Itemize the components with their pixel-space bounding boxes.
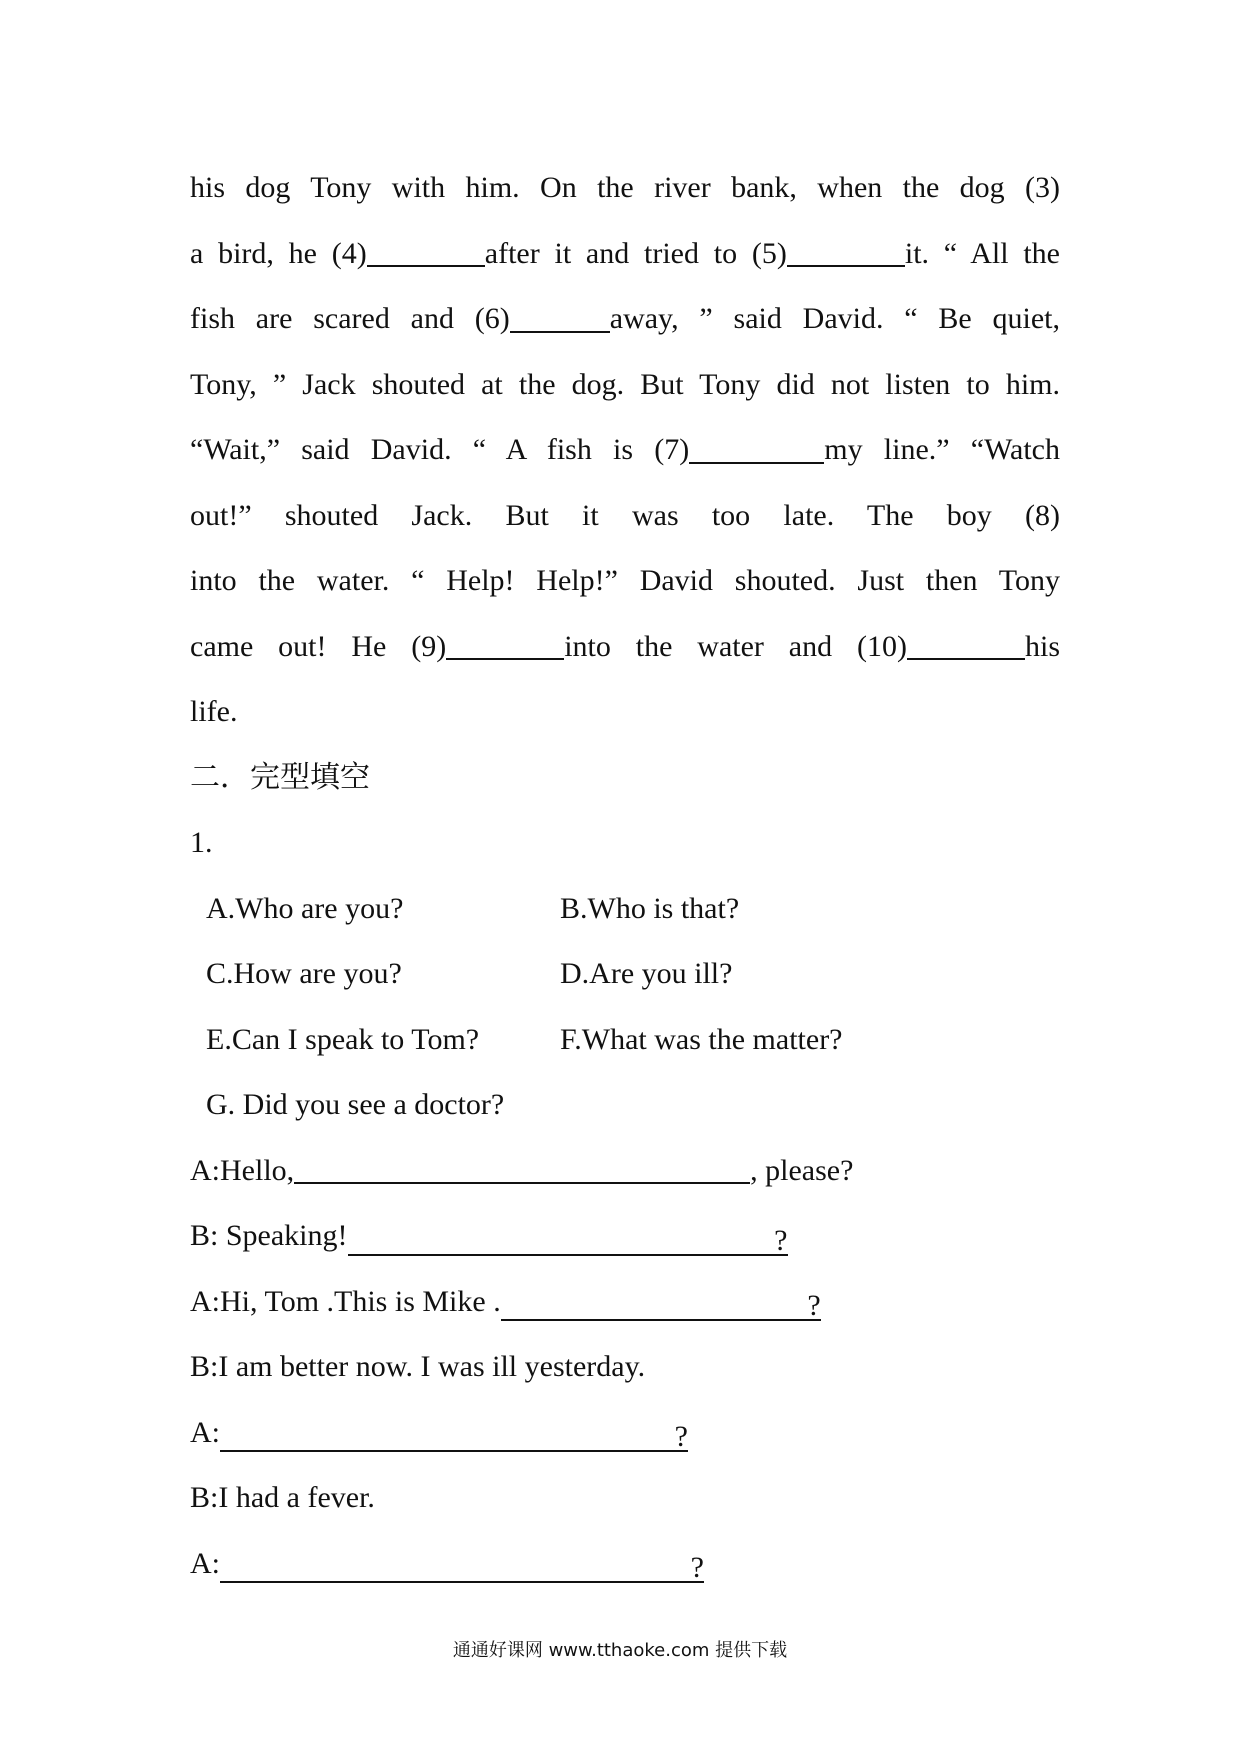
- passage-line-7: into the water. “ Help! Help!” David shouted. Just then Tony: [190, 564, 1060, 597]
- passage-line-6: out!” shouted Jack. But it was too late. The boy (8): [190, 498, 1060, 532]
- passage-line-3: [190, 286, 1060, 352]
- answer-blank-3[interactable]: [501, 1291, 821, 1321]
- answer-blank-4[interactable]: [220, 1422, 688, 1452]
- options-row: [206, 876, 1060, 942]
- dialogue-line-5: [190, 1400, 1060, 1466]
- passage-text: his: [1024, 629, 1060, 663]
- fill-blank-10[interactable]: [907, 630, 1025, 660]
- dialogue-speaker-text: B: Speaking!: [190, 1219, 348, 1252]
- dialogue-speaker-text: A:Hi, Tom .This is Mike .: [190, 1284, 501, 1318]
- question-mark: ?: [690, 1551, 704, 1584]
- option-d: D.Are you ill?: [560, 957, 733, 990]
- fill-blank-5[interactable]: [787, 237, 905, 267]
- passage-text: after it and tried to (5): [484, 236, 787, 270]
- options-list: [190, 876, 1060, 1138]
- dialogue-line-4: B:I am better now. I was ill yesterday.: [190, 1350, 646, 1383]
- passage-line-1: his dog Tony with him. On the river bank, when the dog (3): [190, 171, 1060, 204]
- dialogue-line-3: [190, 1269, 1060, 1335]
- dialogue-speaker-text: A:: [190, 1415, 220, 1449]
- passage-line-5: [190, 417, 1060, 483]
- passage-line-8: [190, 614, 1060, 680]
- dialogue-line-2: [190, 1203, 1060, 1269]
- question-number: 1.: [190, 826, 213, 859]
- passage-text: it. “ All the: [904, 236, 1060, 270]
- passage-text: into the water and (10): [564, 629, 907, 663]
- options-row: [206, 1072, 1060, 1138]
- section-heading: 二．完型填空: [190, 759, 370, 795]
- answer-blank-1[interactable]: [294, 1154, 750, 1184]
- fill-blank-9[interactable]: [446, 630, 564, 660]
- passage-text: my line.” “Watch: [824, 433, 1060, 466]
- fill-blank-6[interactable]: [510, 303, 610, 333]
- dialogue-speaker-text: A:Hello,: [190, 1153, 295, 1187]
- dialogue-line-7: [190, 1531, 1060, 1597]
- dialogue-suffix: , please?: [750, 1153, 854, 1187]
- worksheet-content: [190, 155, 1060, 1596]
- passage-text: “Wait,” said David. “ A fish is (7): [190, 433, 690, 466]
- option-a: A.Who are you?: [206, 891, 404, 925]
- passage-line-9: life.: [190, 695, 238, 728]
- passage-text: a bird, he (4): [190, 236, 367, 270]
- fill-blank-4[interactable]: [367, 237, 485, 267]
- passage-text: fish are scared and (6): [190, 302, 510, 335]
- question-mark: ?: [807, 1289, 821, 1322]
- option-f: F.What was the matter?: [560, 1022, 843, 1056]
- dialogue-line-6: B:I had a fever.: [190, 1481, 375, 1514]
- option-b: B.Who is that?: [560, 891, 740, 925]
- option-g: G. Did you see a doctor?: [206, 1088, 505, 1121]
- option-c: C.How are you?: [206, 957, 402, 990]
- answer-blank-5[interactable]: [220, 1553, 704, 1583]
- footer-watermark: 通通好课网 www.tthaoke.com 提供下载: [452, 1640, 788, 1661]
- passage-text: away, ” said David. “ Be quiet,: [609, 302, 1060, 335]
- dialogue-speaker-text: A:: [190, 1546, 220, 1580]
- passage-text: came out! He (9): [190, 629, 447, 663]
- answer-blank-2[interactable]: [348, 1223, 788, 1257]
- option-e: E.Can I speak to Tom?: [206, 1022, 480, 1056]
- fill-blank-7[interactable]: [689, 434, 824, 464]
- question-mark: ?: [774, 1223, 788, 1257]
- options-row: [206, 941, 1060, 1007]
- dialogue-line-1: [190, 1138, 1060, 1204]
- passage-line-2: [190, 221, 1060, 287]
- passage-line-4: Tony, ” Jack shouted at the dog. But Tony did not listen to him.: [190, 367, 1060, 401]
- options-row: [206, 1007, 1060, 1073]
- question-mark: ?: [674, 1420, 688, 1453]
